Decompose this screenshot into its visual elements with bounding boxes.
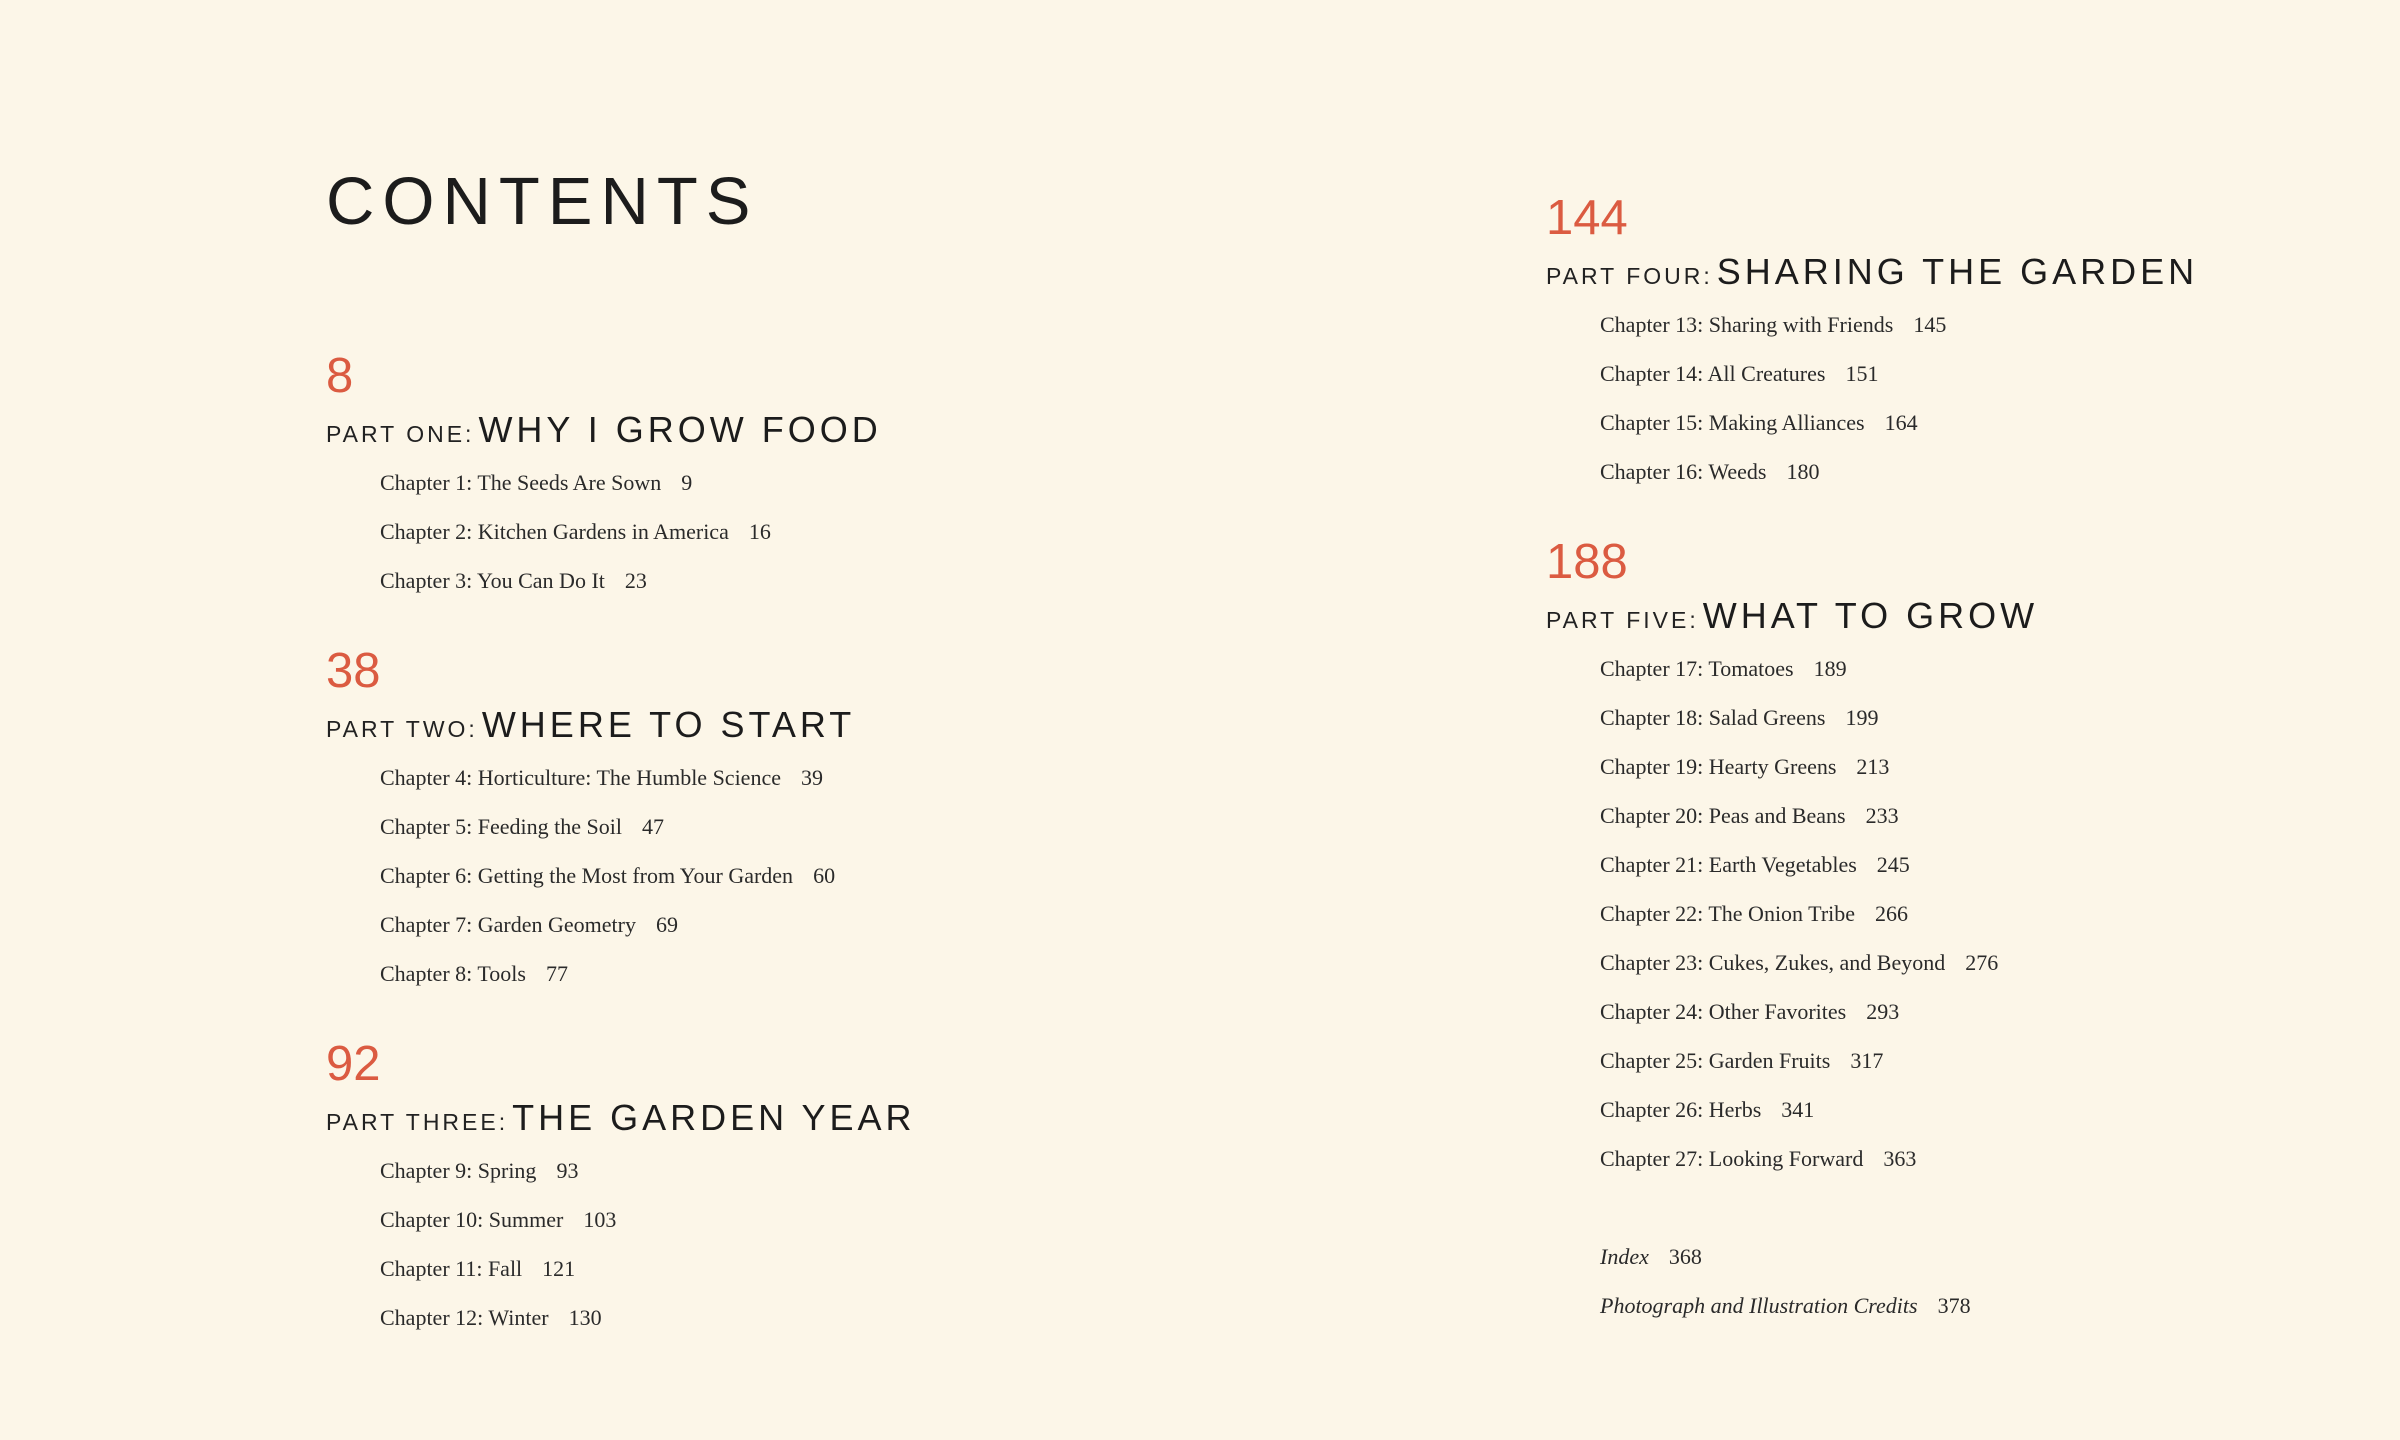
chapter-list — [326, 1146, 1226, 1342]
chapter-page-number: 293 — [1866, 999, 1900, 1024]
chapter-title: Chapter 24: Other Favorites — [1600, 999, 1847, 1024]
chapter-entry[interactable] — [1600, 791, 2400, 840]
chapter-entry[interactable] — [380, 802, 1226, 851]
chapter-title: Chapter 12: Winter — [380, 1305, 549, 1330]
chapter-entry[interactable] — [1600, 938, 2400, 987]
chapter-title: Chapter 20: Peas and Beans — [1600, 803, 1846, 828]
chapter-title: Chapter 27: Looking Forward — [1600, 1146, 1864, 1171]
chapter-entry[interactable] — [380, 851, 1226, 900]
chapter-title: Chapter 6: Getting the Most from Your Garden — [380, 863, 794, 888]
chapter-page-number: 164 — [1884, 410, 1918, 435]
backmatter-list — [1546, 1232, 2400, 1330]
chapter-title: Chapter 18: Salad Greens — [1600, 705, 1826, 730]
chapter-list — [1546, 644, 2400, 1183]
contents-column-left — [326, 350, 1226, 1342]
chapter-page-number: 151 — [1845, 361, 1879, 386]
backmatter-page-number: 368 — [1668, 1244, 1702, 1269]
chapter-title: Chapter 14: All Creatures — [1600, 361, 1826, 386]
chapter-list — [326, 753, 1226, 998]
part-title[interactable]: WHY I GROW FOOD — [478, 409, 882, 450]
part-heading — [1546, 244, 2400, 300]
chapter-title: Chapter 8: Tools — [380, 961, 526, 986]
chapter-page-number: 317 — [1850, 1048, 1884, 1073]
chapter-entry[interactable] — [1600, 889, 2400, 938]
chapter-page-number: 16 — [748, 519, 771, 544]
chapter-page-number: 199 — [1845, 705, 1879, 730]
chapter-page-number: 93 — [556, 1158, 579, 1183]
chapter-entry[interactable] — [380, 949, 1226, 998]
chapter-page-number: 47 — [641, 814, 664, 839]
chapter-title: Chapter 23: Cukes, Zukes, and Beyond — [1600, 950, 1946, 975]
chapter-page-number: 276 — [1965, 950, 1999, 975]
chapter-title: Chapter 25: Garden Fruits — [1600, 1048, 1831, 1073]
part-label: PART FOUR: — [1546, 263, 1713, 289]
chapter-entry[interactable] — [1600, 693, 2400, 742]
chapter-title: Chapter 22: The Onion Tribe — [1600, 901, 1856, 926]
chapter-page-number: 363 — [1883, 1146, 1917, 1171]
chapter-page-number: 213 — [1856, 754, 1890, 779]
chapter-page-number: 39 — [800, 765, 823, 790]
chapter-entry[interactable] — [1600, 987, 2400, 1036]
chapter-page-number: 9 — [681, 470, 693, 495]
chapter-entry[interactable] — [1600, 1036, 2400, 1085]
part-label: PART FIVE: — [1546, 607, 1699, 633]
part-five — [1546, 536, 2400, 1183]
part-page-number[interactable]: 8 — [326, 349, 354, 403]
chapter-entry[interactable] — [380, 900, 1226, 949]
part-label: PART THREE: — [326, 1109, 509, 1135]
part-label: PART TWO: — [326, 716, 478, 742]
chapter-entry[interactable] — [1600, 447, 2400, 496]
contents-column-right — [1546, 192, 2400, 1330]
chapter-title: Chapter 3: You Can Do It — [380, 568, 605, 593]
chapter-title: Chapter 10: Summer — [380, 1207, 564, 1232]
chapter-entry[interactable] — [380, 1244, 1226, 1293]
chapter-page-number: 103 — [583, 1207, 617, 1232]
chapter-entry[interactable] — [1600, 1134, 2400, 1183]
part-heading — [326, 697, 1226, 753]
chapter-entry[interactable] — [1600, 300, 2400, 349]
chapter-list — [326, 458, 1226, 605]
chapter-page-number: 77 — [545, 961, 568, 986]
chapter-page-number: 189 — [1813, 656, 1847, 681]
chapter-entry[interactable] — [1600, 349, 2400, 398]
chapter-title: Chapter 2: Kitchen Gardens in America — [380, 519, 729, 544]
chapter-page-number: 245 — [1876, 852, 1910, 877]
chapter-page-number: 121 — [542, 1256, 576, 1281]
chapter-page-number: 233 — [1865, 803, 1899, 828]
chapter-title: Chapter 13: Sharing with Friends — [1600, 312, 1894, 337]
chapter-entry[interactable] — [1600, 398, 2400, 447]
chapter-title: Chapter 5: Feeding the Soil — [380, 814, 622, 839]
chapter-title: Chapter 16: Weeds — [1600, 459, 1767, 484]
index-entry[interactable] — [1600, 1232, 2400, 1281]
chapter-title: Chapter 7: Garden Geometry — [380, 912, 636, 937]
part-page-number[interactable]: 38 — [326, 644, 381, 698]
part-page-number[interactable]: 92 — [326, 1037, 381, 1091]
chapter-entry[interactable] — [380, 556, 1226, 605]
chapter-title: Chapter 15: Making Alliances — [1600, 410, 1865, 435]
chapter-page-number: 69 — [655, 912, 678, 937]
chapter-entry[interactable] — [380, 1293, 1226, 1342]
chapter-page-number: 23 — [624, 568, 647, 593]
chapter-entry[interactable] — [380, 507, 1226, 556]
backmatter-title: Index — [1600, 1244, 1649, 1269]
credits-entry[interactable] — [1600, 1281, 2400, 1330]
backmatter-title: Photograph and Illustration Credits — [1600, 1293, 1918, 1318]
part-heading — [326, 402, 1226, 458]
chapter-title: Chapter 17: Tomatoes — [1600, 656, 1794, 681]
part-title[interactable]: WHAT TO GROW — [1702, 595, 2039, 636]
part-three — [326, 1038, 1226, 1342]
chapter-entry[interactable] — [1600, 742, 2400, 791]
part-title[interactable]: WHERE TO START — [481, 704, 856, 745]
part-title[interactable]: THE GARDEN YEAR — [512, 1097, 916, 1138]
chapter-entry[interactable] — [1600, 840, 2400, 889]
chapter-title: Chapter 19: Hearty Greens — [1600, 754, 1837, 779]
chapter-page-number: 266 — [1875, 901, 1909, 926]
part-page-number[interactable]: 144 — [1546, 191, 1628, 245]
chapter-entry[interactable] — [1600, 644, 2400, 693]
part-heading — [1546, 588, 2400, 644]
chapter-title: Chapter 11: Fall — [380, 1256, 523, 1281]
chapter-page-number: 341 — [1781, 1097, 1815, 1122]
backmatter-page-number: 378 — [1937, 1293, 1971, 1318]
chapter-page-number: 180 — [1786, 459, 1820, 484]
part-title[interactable]: SHARING THE GARDEN — [1716, 251, 2199, 292]
chapter-page-number: 60 — [813, 863, 836, 888]
chapter-list — [1546, 300, 2400, 496]
chapter-entry[interactable] — [380, 1195, 1226, 1244]
chapter-entry[interactable] — [380, 1146, 1226, 1195]
chapter-title: Chapter 4: Horticulture: The Humble Science — [380, 765, 781, 790]
part-two — [326, 645, 1226, 998]
chapter-title: Chapter 26: Herbs — [1600, 1097, 1762, 1122]
page-title: CONTENTS — [326, 164, 759, 239]
part-page-number[interactable]: 188 — [1546, 535, 1628, 589]
chapter-entry[interactable] — [1600, 1085, 2400, 1134]
chapter-title: Chapter 1: The Seeds Are Sown — [380, 470, 662, 495]
chapter-page-number: 145 — [1913, 312, 1947, 337]
part-one — [326, 350, 1226, 605]
chapter-title: Chapter 21: Earth Vegetables — [1600, 852, 1857, 877]
chapter-page-number: 130 — [568, 1305, 602, 1330]
part-four — [1546, 192, 2400, 496]
chapter-title: Chapter 9: Spring — [380, 1158, 537, 1183]
part-label: PART ONE: — [326, 421, 475, 447]
part-heading — [326, 1090, 1226, 1146]
chapter-entry[interactable] — [380, 458, 1226, 507]
chapter-entry[interactable] — [380, 753, 1226, 802]
